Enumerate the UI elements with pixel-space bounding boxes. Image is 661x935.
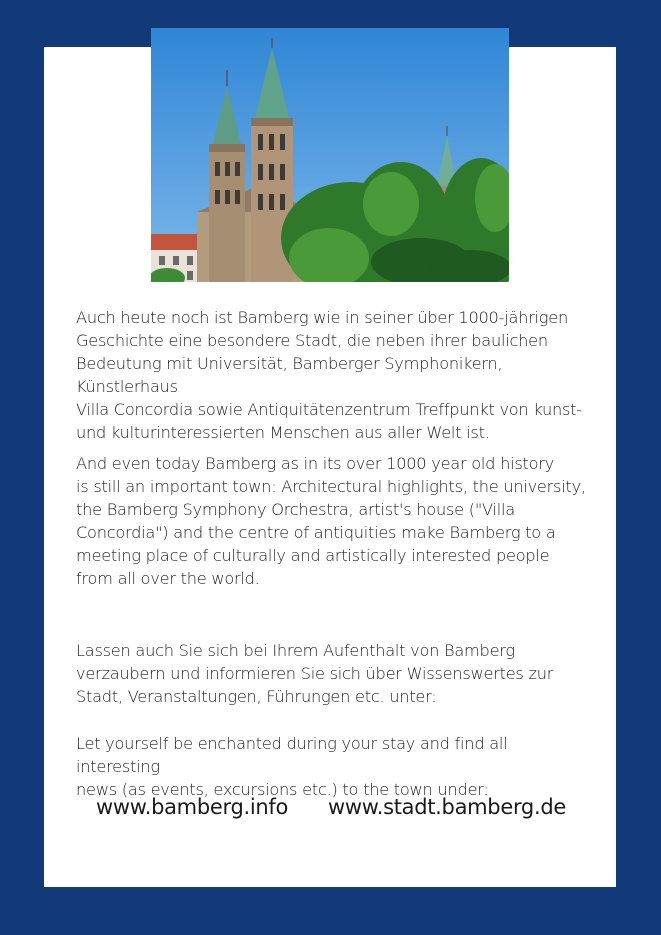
text-line: Villa Concordia sowie Antiquitätenzentrum Treffpunkt von kunst-	[76, 400, 582, 419]
text-line: Let yourself be enchanted during your stay and find all interesting	[76, 734, 508, 776]
german-intro-paragraph	[76, 306, 596, 444]
text-line: is still an important town: Architectural highlights, the university,	[76, 477, 586, 496]
text-line: und kulturinteressierten Menschen aus aller Welt ist.	[76, 423, 490, 442]
text-line: Geschichte eine besondere Stadt, die neben ihrer baulichen	[76, 331, 548, 350]
text-line: Lassen auch Sie sich bei Ihrem Aufenthalt von Bamberg	[76, 641, 515, 660]
text-line: verzaubern und informieren Sie sich über Wissenswertes zur	[76, 664, 554, 683]
english-intro-paragraph	[76, 452, 596, 590]
text-line: Stadt, Veranstaltungen, Führungen etc. unter:	[76, 687, 437, 706]
text-line: from all over the world.	[76, 569, 260, 588]
text-line: the Bamberg Symphony Orchestra, artist's house ("Villa	[76, 500, 515, 519]
text-line: Auch heute noch ist Bamberg wie in seiner über 1000-jährigen	[76, 308, 568, 327]
german-invitation-paragraph	[76, 639, 596, 708]
text-line: And even today Bamberg as in its over 1000 year old history	[76, 454, 554, 473]
bamberg-info-link[interactable]: www.bamberg.info	[96, 795, 289, 819]
bamberg-cathedral-photo	[151, 28, 509, 282]
stadt-bamberg-link[interactable]: www.stadt.bamberg.de	[328, 795, 566, 819]
text-line: news (as events, excursions etc.) to the town under:	[76, 780, 489, 799]
text-line: Bedeutung mit Universität, Bamberger Symphonikern, Künstlerhaus	[76, 354, 503, 396]
text-line: Concordia") and the centre of antiquities make Bamberg to a	[76, 523, 556, 542]
text-line: meeting place of culturally and artistically interested people	[76, 546, 550, 565]
english-invitation-paragraph	[76, 732, 596, 801]
